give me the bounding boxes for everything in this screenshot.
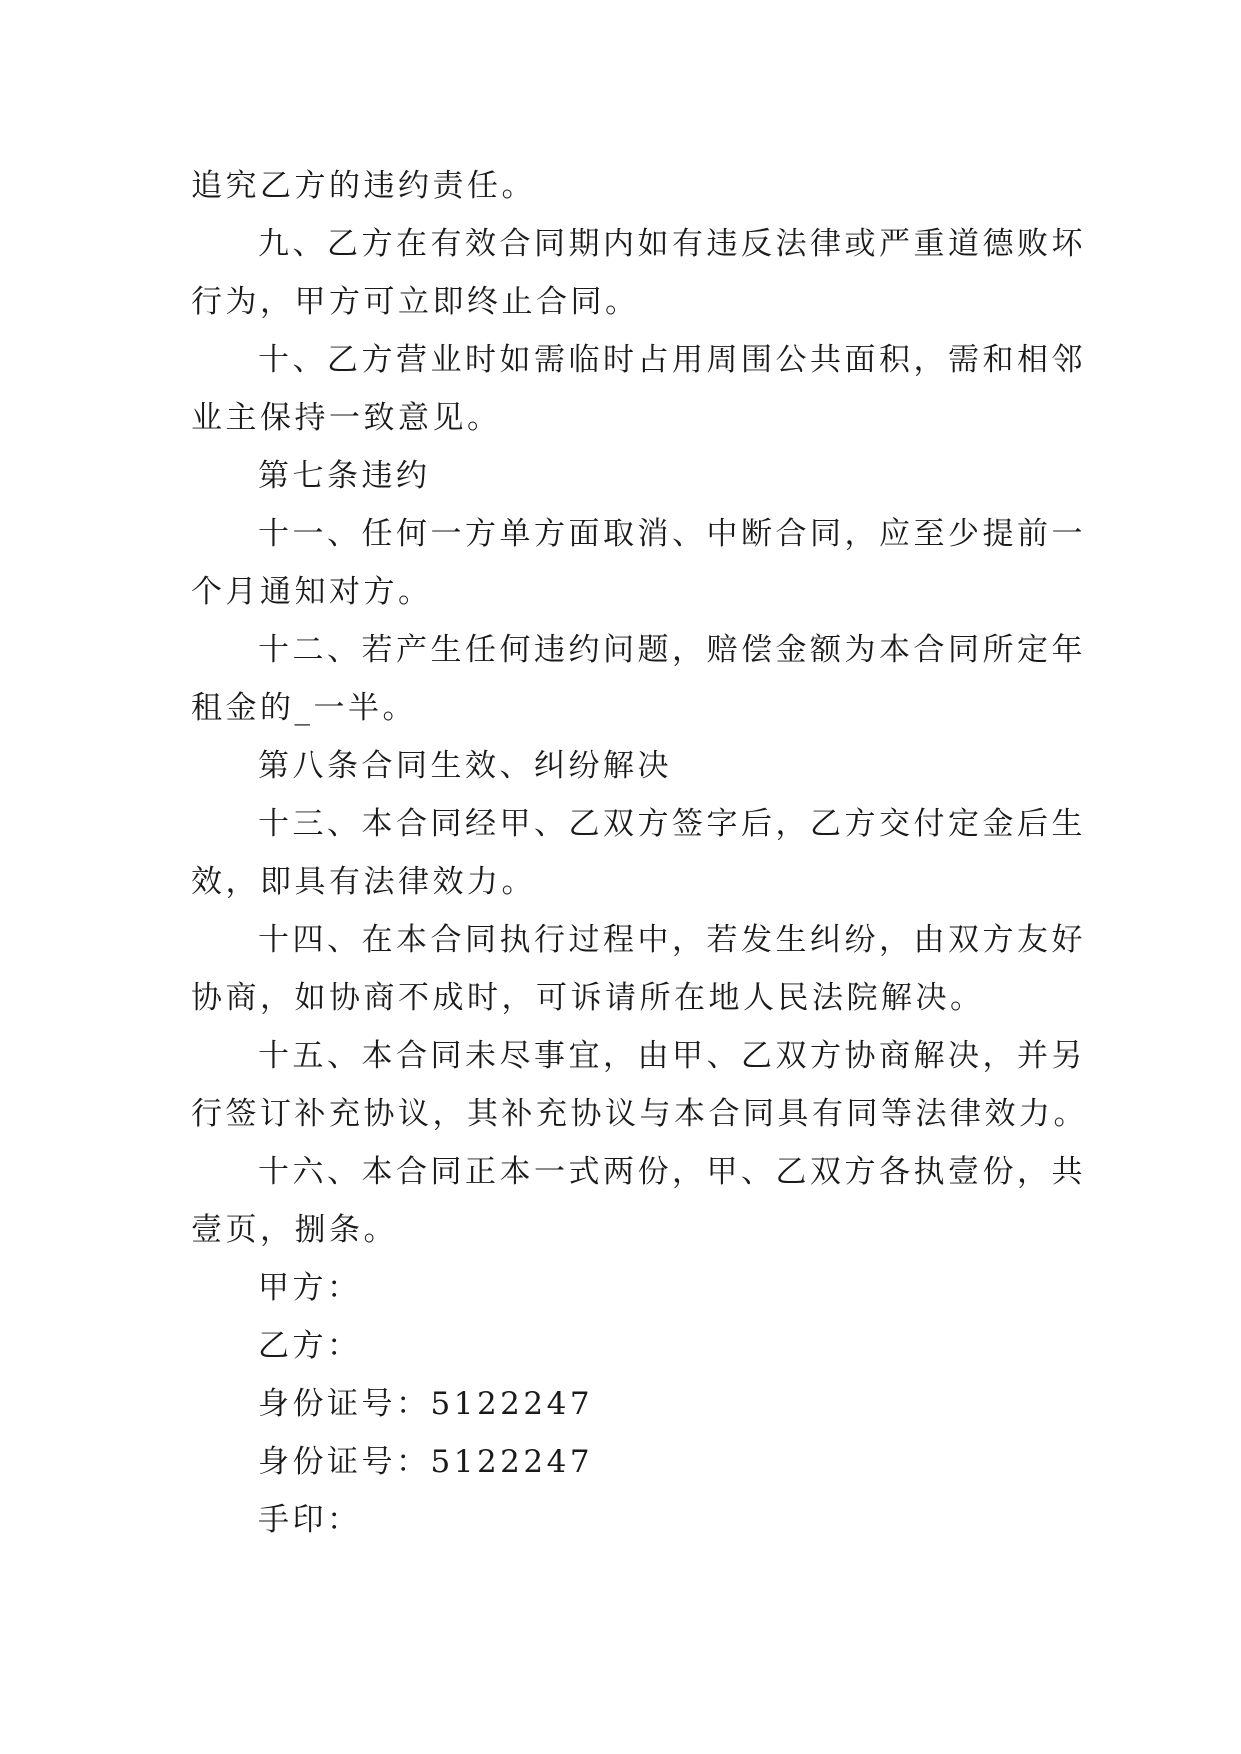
clause-11: 十一、任何一方单方面取消、中断合同，应至少提前一 xyxy=(258,516,1086,552)
clause-16: 十六、本合同正本一式两份，甲、乙双方各执壹份，共 xyxy=(258,1154,1086,1190)
clause-14: 十四、在本合同执行过程中，若发生纠纷，由双方友好 xyxy=(258,922,1086,958)
body-line-15: 协商，如协商不成时，可诉请所在地人民法院解决。 xyxy=(191,980,985,1016)
clause-9: 九、乙方在有效合同期内如有违反法律或严重道德败坏 xyxy=(258,226,1086,262)
party-b-id: 身份证号：5122247 xyxy=(258,1444,594,1480)
party-b-label: 乙方： xyxy=(258,1328,362,1364)
body-line-03: 行为，甲方可立即终止合同。 xyxy=(191,284,640,320)
body-line-01: 追究乙方的违约责任。 xyxy=(191,168,536,204)
body-line-17: 行签订补充协议，其补充协议与本合同具有同等法律效力。 xyxy=(191,1096,1088,1132)
party-a-label: 甲方： xyxy=(258,1270,362,1306)
body-line-13: 效，即具有法律效力。 xyxy=(191,864,536,900)
clause-13: 十三、本合同经甲、乙双方签字后，乙方交付定金后生 xyxy=(258,806,1086,842)
party-a-id: 身份证号：5122247 xyxy=(258,1386,594,1422)
body-line-10: 租金的_一半。 xyxy=(191,690,417,726)
body-line-08: 个月通知对方。 xyxy=(191,574,433,610)
article-7-heading: 第七条违约 xyxy=(258,458,431,494)
article-8-heading: 第八条合同生效、纠纷解决 xyxy=(258,748,672,784)
body-line-19: 壹页，捌条。 xyxy=(191,1212,398,1248)
clause-10: 十、乙方营业时如需临时占用周围公共面积，需和相邻 xyxy=(258,342,1086,378)
clause-12: 十二、若产生任何违约问题，赔偿金额为本合同所定年 xyxy=(258,632,1086,668)
fingerprint-label: 手印： xyxy=(258,1502,362,1538)
clause-15: 十五、本合同未尽事宜，由甲、乙双方协商解决，并另 xyxy=(258,1038,1086,1074)
body-line-05: 业主保持一致意见。 xyxy=(191,400,502,436)
